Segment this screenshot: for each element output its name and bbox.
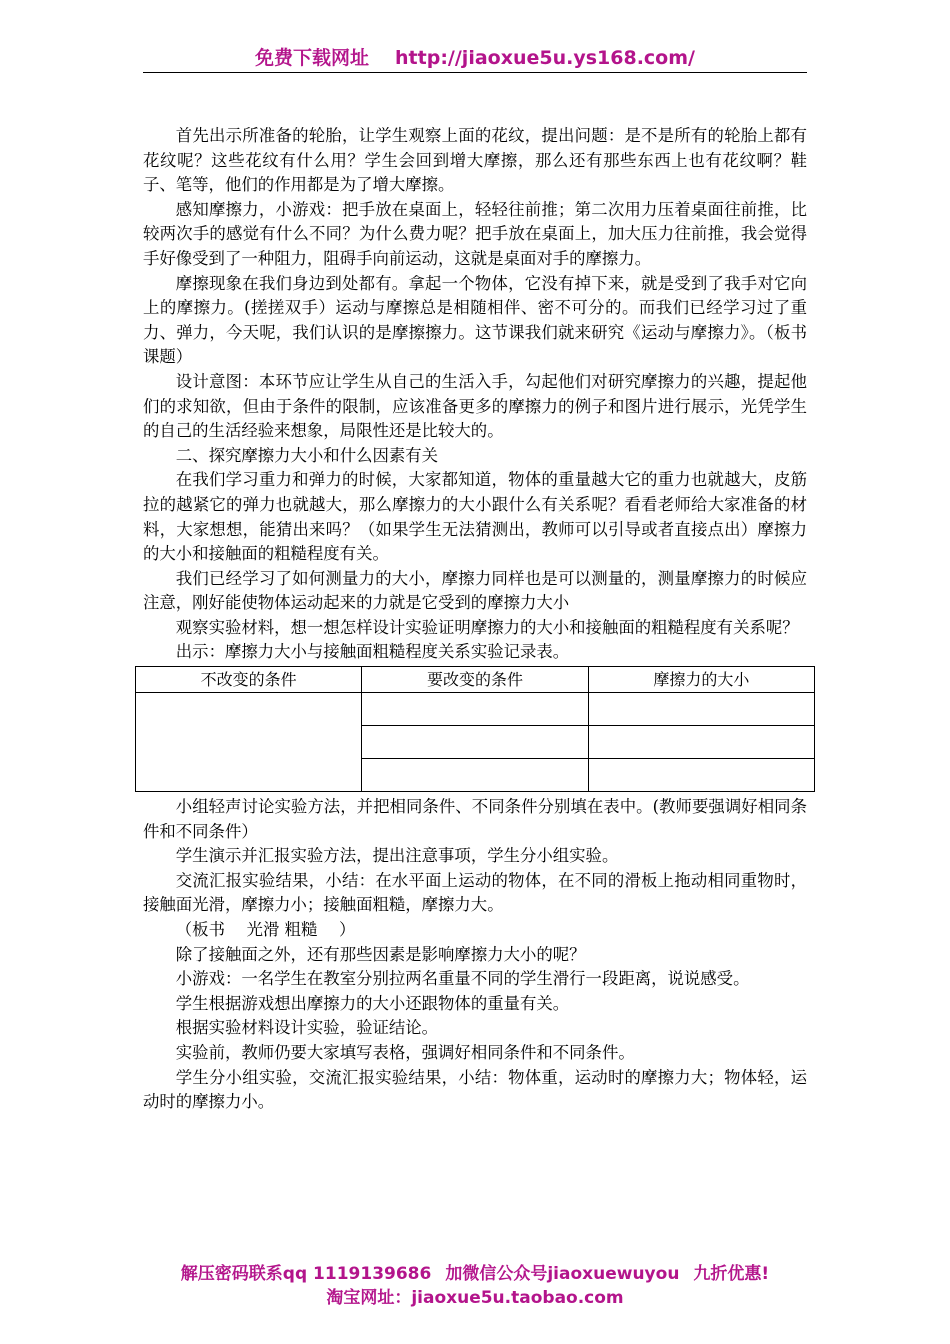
paragraph: 学生演示并汇报实验方法，提出注意事项，学生分小组实验。: [175, 846, 619, 866]
paragraph: 交流汇报实验结果，小结：在水平面上运动的物体，在不同的滑板上拖动相同重物时，接触面光滑，摩擦力小；接触面粗糙，摩擦力大。: [143, 870, 807, 915]
header-divider: [143, 72, 807, 73]
footer-line-contact: [0, 1262, 950, 1286]
paragraph: 首先出示所准备的轮胎，让学生观察上面的花纹，提出问题：是不是所有的轮胎上都有花纹呢？这些花纹有什么用？学生会回到增大摩擦，那么还有那些东西上也有花纹啊？鞋子、笔等，他们的作用都是为了增大摩擦。: [143, 126, 807, 195]
table-header-cell: 摩擦力的大小: [588, 667, 814, 693]
paragraph: 小组轻声讨论实验方法，并把相同条件、不同条件分别填在表中。(教师要强调好相同条件和不同条件）: [143, 797, 807, 841]
header-label: 免费下载网址: [255, 47, 370, 69]
table-cell: [136, 693, 362, 792]
paragraph: 在我们学习重力和弹力的时候，大家都知道，物体的重量越大它的重力也就越大，皮筋拉的越紧它的弹力也就越大，那么摩擦力的大小跟什么有关系呢？看看老师给大家准备的材料，大家想想，能猜出来吗？（如果学生无法猜测出，教师可以引导或者直接点出）摩擦力的大小和接触面的粗糙程度有关。: [143, 470, 807, 564]
paragraph: 学生分小组实验，交流汇报实验结果，小结：物体重，运动时的摩擦力大；物体轻，运动时的摩擦力小。: [143, 1067, 807, 1112]
table-cell: [362, 726, 588, 759]
table-cell: [588, 759, 814, 792]
table-cell: [588, 726, 814, 759]
paragraph: 感知摩擦力，小游戏：把手放在桌面上，轻轻往前推；第二次用力压着桌面往前推，比较两次手的感觉有什么不同？为什么费力呢？把手放在桌面上，加大压力往前推，我会觉得手好像受到了一种阻力，阻碍手向前运动，这就是桌面对手的摩擦力。: [143, 199, 807, 268]
table-cell: [362, 759, 588, 792]
board-note: （板书 光滑 粗糙 ）: [175, 920, 356, 940]
page-header: [143, 44, 807, 72]
header-url-link[interactable]: http://jiaoxue5u.ys168.com/: [395, 47, 695, 69]
paragraph: 学生根据游戏想出摩擦力的大小还跟物体的重量有关。: [175, 993, 570, 1013]
experiment-record-table: [135, 666, 815, 792]
footer-qq: qq 1119139686: [282, 1264, 432, 1284]
table-caption: 出示：摩擦力大小与接触面粗糙程度关系实验记录表。: [175, 642, 570, 662]
footer-password-label: 解压密码联系: [180, 1264, 283, 1284]
footer-wechat-id: jiaoxuewuyou: [547, 1264, 680, 1284]
paragraph: 设计意图：本环节应让学生从自己的生活入手，勾起他们对研究摩擦力的兴趣，提起他们的求知欲，但由于条件的限制，应该准备更多的摩擦力的例子和图片进行展示，光凭学生的自己的生活经验来想象，局限性还是比较大的。: [143, 371, 807, 441]
paragraph: 观察实验材料，想一想怎样设计实验证明摩擦力的大小和接触面的粗糙程度有关系呢？: [175, 617, 799, 637]
footer-discount: 九折优惠!: [693, 1264, 770, 1284]
paragraph: 摩擦现象在我们身边到处都有。拿起一个物体，它没有掉下来，就是受到了我手对它向上的摩擦力。(搓搓双手）运动与摩擦总是相随相伴、密不可分的。而我们已经学习过了重力、弹力，今天呢，我们认识的是摩擦擦力。这节课我们就来研究《运动与摩擦力》。（板书课题）: [143, 273, 807, 367]
table-header-cell: 不改变的条件: [136, 667, 362, 693]
section-heading: 二、探究摩擦力大小和什么因素有关: [175, 445, 439, 465]
table-cell: [362, 693, 588, 726]
paragraph: 我们已经学习了如何测量力的大小，摩擦力同样也是可以测量的，测量摩擦力的时候应注意，刚好能使物体运动起来的力就是它受到的摩擦力大小: [143, 568, 807, 613]
table-header-cell: 要改变的条件: [362, 667, 588, 693]
footer-wechat-label: 加微信公众号: [445, 1264, 548, 1284]
footer-taobao-link[interactable]: 淘宝网址：jiaoxue5u.taobao.com: [326, 1288, 624, 1308]
paragraph: 小游戏：一名学生在教室分别拉两名重量不同的学生滑行一段距离，说说感受。: [175, 969, 750, 989]
document-body: [143, 124, 807, 1115]
table-cell: [588, 693, 814, 726]
paragraph: 根据实验材料设计实验，验证结论。: [175, 1018, 439, 1038]
paragraph: 实验前，教师仍要大家填写表格，强调好相同条件和不同条件。: [175, 1043, 635, 1062]
paragraph: 除了接触面之外，还有那些因素是影响摩擦力大小的呢？: [175, 944, 586, 964]
